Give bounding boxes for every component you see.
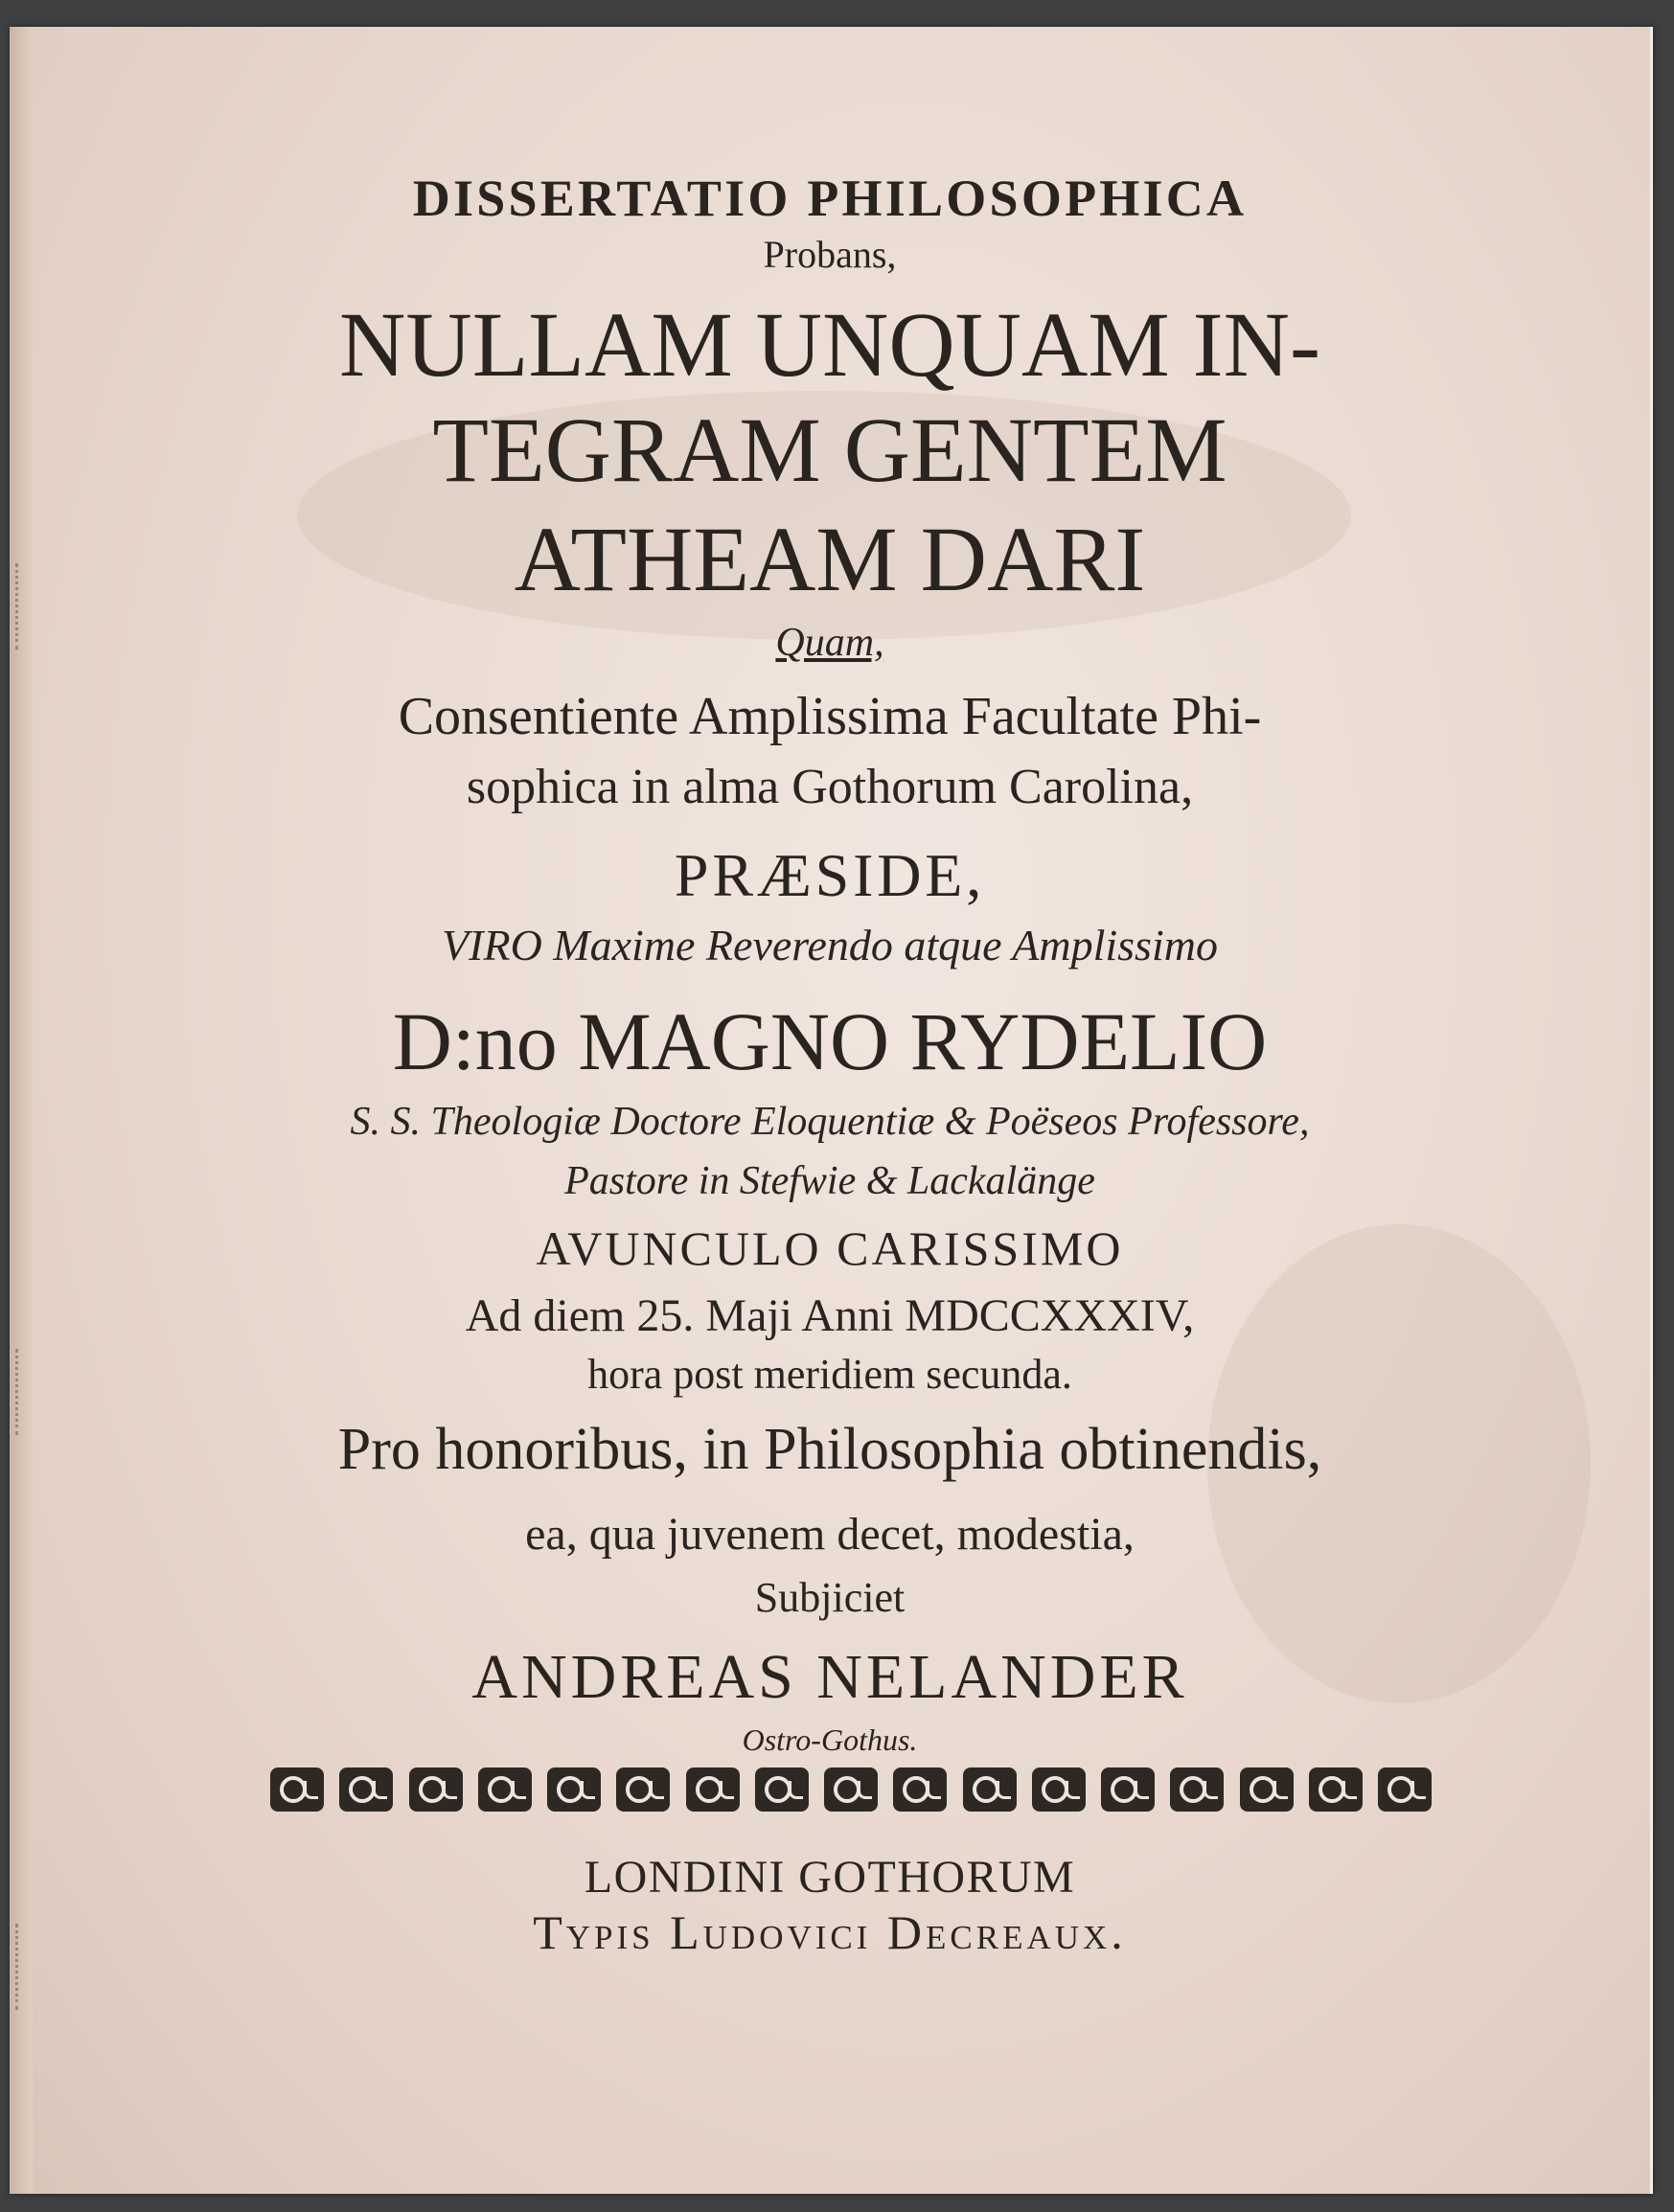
imprint-place: LONDINI GOTHORUM [584,1852,1076,1903]
respondent-name: ANDREAS NELANDER [471,1642,1188,1712]
ornament-icon [686,1767,740,1812]
ornament-icon [1240,1767,1294,1812]
ornament-icon [409,1767,463,1812]
ornament-icon [1032,1767,1086,1812]
dissertation-heading: DISSERTATIO PHILOSOPHICA [412,170,1248,227]
avunculo-line: AVUNCULO CARISSIMO [536,1221,1124,1275]
praeside-line: PRÆSIDE, [674,841,986,909]
praeses-titles-line-1: S. S. Theologiæ Doctore Eloquentiæ & Poëseos Professore, [350,1100,1310,1144]
date-line: Ad diem 25. Maji Anni MDCCXXXIV, [465,1290,1195,1341]
ornament-icon [755,1767,809,1812]
viro-line: VIRO Maxime Reverendo atque Amplissimo [442,921,1218,969]
ornament-icon [1170,1767,1224,1812]
title-page [10,27,1653,2194]
ornament-icon [1101,1767,1155,1812]
praeses-titles-line-2: Pastore in Stefwie & Lackalänge [564,1159,1095,1203]
printers-ornament-band [270,1761,1432,1818]
main-title-line-2: TEGRAM GENTEM [432,399,1227,501]
ornament-icon [1378,1767,1432,1812]
ornament-icon [270,1767,324,1812]
ornament-icon [616,1767,670,1812]
ornament-icon [478,1767,532,1812]
ornament-icon [893,1767,947,1812]
quam-line: Quam, [775,621,884,665]
main-title-line-1: NULLAM UNQUAM IN- [339,293,1320,396]
hour-line: hora post meridiem secunda. [587,1351,1072,1398]
ornament-icon [339,1767,393,1812]
probans-line: Probans, [763,233,897,276]
ornament-icon [547,1767,601,1812]
respondent-origin: Ostro-Gothus. [742,1722,918,1757]
praeses-name: D:no MAGNO RYDELIO [392,995,1268,1087]
ornament-icon [1309,1767,1363,1812]
honoribus-line: Pro honoribus, in Philosophia obtinendis, [337,1417,1322,1482]
title-page-text [10,27,1650,2194]
faculty-line-1: Consentiente Amplissima Facultate Phi- [398,687,1262,746]
imprint-printer: Typis Ludovici Decreaux. [533,1905,1127,1959]
faculty-line-2: sophica in alma Gothorum Carolina, [466,760,1194,814]
ornament-icon [963,1767,1017,1812]
subjiciet-line: Subjiciet [754,1574,906,1621]
main-title-line-3: ATHEAM DARI [514,508,1146,610]
modestia-line: ea, qua juvenem decet, modestia, [525,1509,1135,1560]
ornament-icon [824,1767,878,1812]
